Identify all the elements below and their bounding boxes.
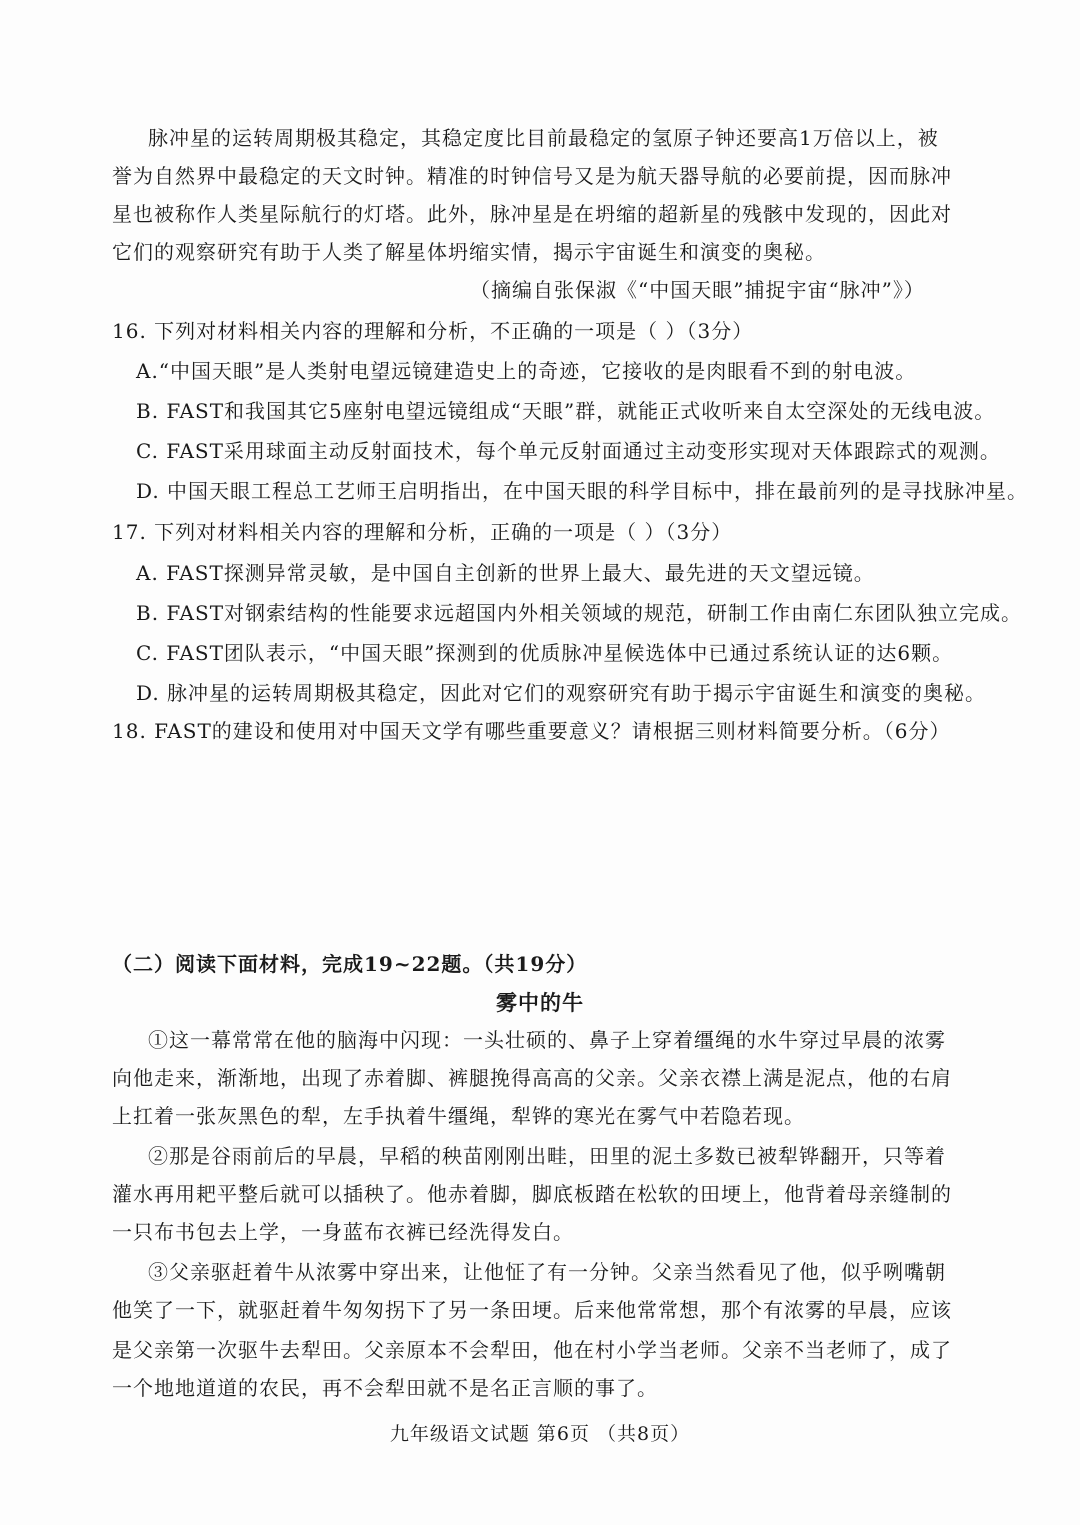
passage-line: 誉为自然界中最稳定的天文时钟。精准的时钟信号又是为航天器导航的必要前提，因而脉冲	[112, 164, 952, 188]
question-17-option-a: A. FAST探测异常灵敏，是中国自主创新的世界上最大、最先进的天文望远镜。	[136, 561, 875, 585]
article-line: ③父亲驱赶着牛从浓雾中穿出来，让他怔了有一分钟。父亲当然看见了他，似乎咧嘴朝	[148, 1260, 946, 1284]
passage-line: 星也被称作人类星际航行的灯塔。此外，脉冲星是在坍缩的超新星的残骸中发现的，因此对	[112, 202, 952, 226]
question-16-option-d: D. 中国天眼工程总工艺师王启明指出，在中国天眼的科学目标中，排在最前列的是寻找脉冲星。	[136, 479, 1029, 503]
article-line: 一只布书包去上学，一身蓝布衣裤已经洗得发白。	[112, 1220, 574, 1244]
question-16-option-b: B. FAST和我国其它5座射电望远镜组成“天眼”群，就能正式收听来自太空深处的无线电波。	[136, 399, 996, 423]
question-16-stem: 16. 下列对材料相关内容的理解和分析，不正确的一项是（ ）（3分）	[112, 319, 754, 343]
article-line: 灌水再用耙平整后就可以插秧了。他赤着脚，脚底板踏在松软的田埂上，他背着母亲缝制的	[112, 1182, 952, 1206]
question-17-stem: 17. 下列对材料相关内容的理解和分析，正确的一项是（ ）（3分）	[112, 520, 733, 544]
article-title: 雾中的牛	[496, 990, 584, 1015]
passage-line: 脉冲星的运转周期极其稳定，其稳定度比目前最稳定的氢原子钟还要高1万倍以上，被	[148, 126, 939, 150]
article-line: 他笑了一下，就驱赶着牛匆匆拐下了另一条田埂。后来他常常想，那个有浓雾的早晨，应该	[112, 1298, 952, 1322]
source-citation: （摘编自张保淑《“中国天眼”捕捉宇宙“脉冲”》）	[470, 278, 925, 302]
question-16-option-a: A.“中国天眼”是人类射电望远镜建造史上的奇迹，它接收的是肉眼看不到的射电波。	[136, 359, 917, 383]
question-16-option-c: C. FAST采用球面主动反射面技术，每个单元反射面通过主动变形实现对天体跟踪式的观测。	[136, 439, 1001, 463]
page-footer: 九年级语文试题 第6页 （共8页）	[389, 1423, 691, 1445]
article-line: ②那是谷雨前后的早晨，早稻的秧苗刚刚出畦，田里的泥土多数已被犁铧翻开，只等着	[148, 1144, 946, 1168]
passage-line: 它们的观察研究有助于人类了解星体坍缩实情，揭示宇宙诞生和演变的奥秘。	[112, 240, 826, 264]
article-line: 是父亲第一次驱牛去犁田。父亲原本不会犁田，他在村小学当老师。父亲不当老师了，成了	[112, 1338, 952, 1362]
article-line: 向他走来，渐渐地，出现了赤着脚、裤腿挽得高高的父亲。父亲衣襟上满是泥点，他的右肩	[112, 1066, 952, 1090]
question-18-stem: 18. FAST的建设和使用对中国天文学有哪些重要意义？请根据三则材料简要分析。（6分）	[112, 719, 951, 743]
answer-space[interactable]	[112, 760, 972, 940]
question-17-option-d: D. 脉冲星的运转周期极其稳定，因此对它们的观察研究有助于揭示宇宙诞生和演变的奥秘。	[136, 681, 987, 705]
section-heading: （二）阅读下面材料，完成19~22题。（共19分）	[112, 952, 588, 976]
question-17-option-c: C. FAST团队表示，“中国天眼”探测到的优质脉冲星候选体中已通过系统认证的达6颗。	[136, 641, 954, 665]
article-line: ①这一幕常常在他的脑海中闪现：一头壮硕的、鼻子上穿着缰绳的水牛穿过早晨的浓雾	[148, 1028, 946, 1052]
article-line: 一个地地道道的农民，再不会犁田就不是名正言顺的事了。	[112, 1376, 658, 1400]
article-line: 上扛着一张灰黑色的犁，左手执着牛缰绳，犁铧的寒光在雾气中若隐若现。	[112, 1104, 805, 1128]
question-17-option-b: B. FAST对钢索结构的性能要求远超国内外相关领域的规范，研制工作由南仁东团队独立完成。	[136, 601, 1023, 625]
